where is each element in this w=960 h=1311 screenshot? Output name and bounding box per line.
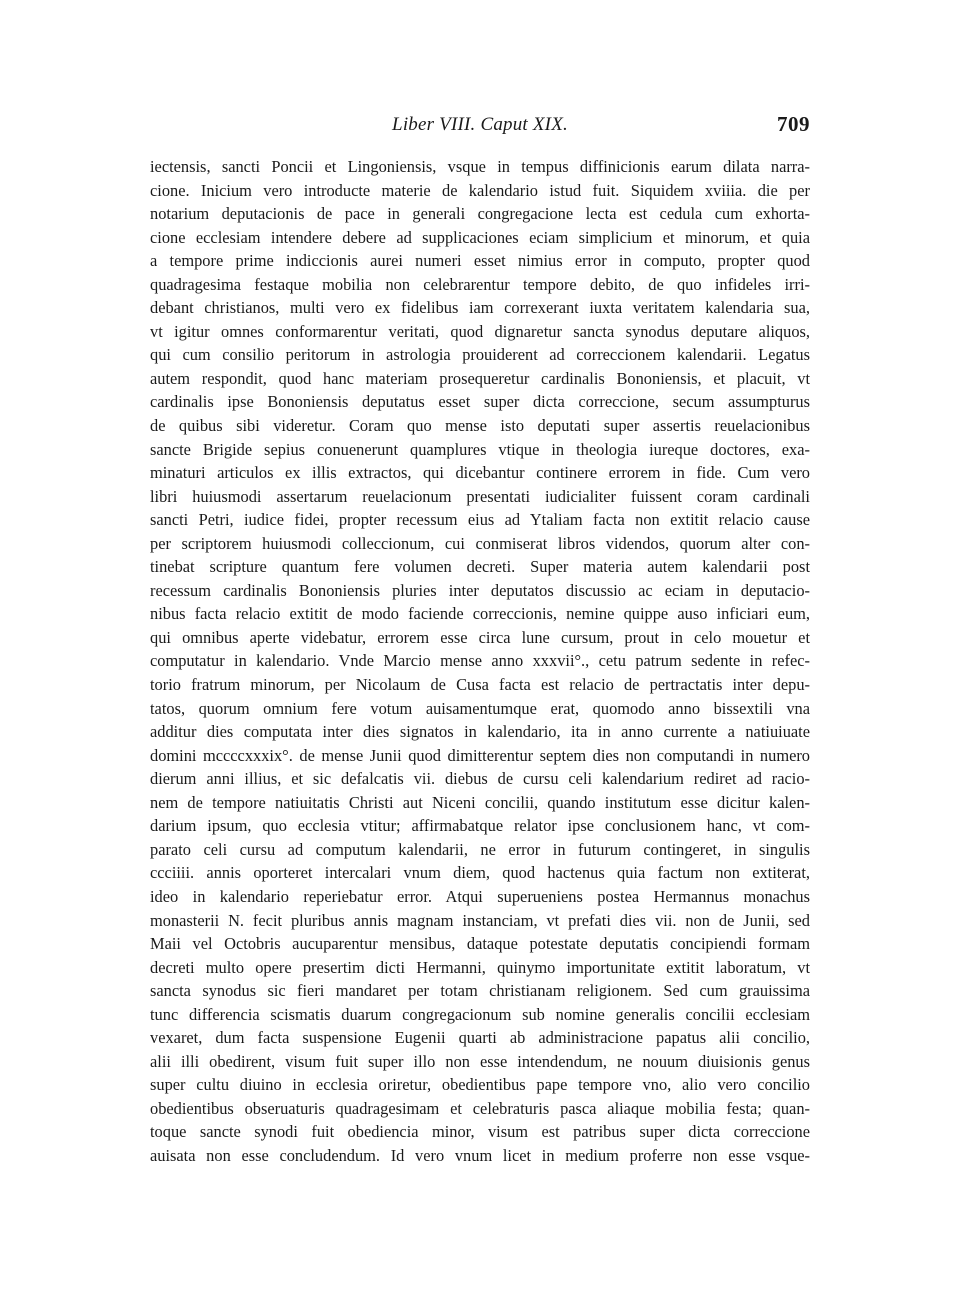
text-line: computatur in kalendario. Vnde Marcio mense anno xxxvii°., cetu patrum sedente in refec-	[150, 651, 810, 671]
text-line: obedientibus obseruaturis quadragesimam et celebraturis pasca aliaque mobilia festa; quan-	[150, 1098, 810, 1118]
body-text	[150, 155, 810, 1168]
text-line: tinebat scripture quantum fere volumen decreti. Super materia autem kalendarii post	[150, 557, 810, 577]
text-line: cione ecclesiam intendere debere ad supplicaciones eciam simplicium et minorum, et quia	[150, 227, 810, 247]
text-line: ccciiii. annis oporteret intercalari vnum diem, quod hactenus quia factum non extiterat,	[150, 863, 810, 883]
text-line: toque sancte synodi fuit obediencia minor, visum est patribus super dicta correccione	[150, 1122, 810, 1142]
text-line: monasterii N. fecit pluribus annis magnam instanciam, vt prefati dies vii. non de Junii, sed	[150, 910, 810, 930]
text-line: cione. Inicium vero introducte materie de kalendario istud fuit. Siquidem xviiia. die per	[150, 180, 810, 200]
running-head	[150, 114, 810, 144]
text-line: decreti multo opere presertim dicti Hermanni, quinymo importunitate extitit laboratum, vt	[150, 957, 810, 977]
text-line: vexaret, dum facta suspensione Eugenii quarti ab administracione papatus alii concilio,	[150, 1028, 810, 1048]
text-line: qui cum consilio peritorum in astrologia prouiderent ad correccionem kalendarii. Legatus	[150, 345, 810, 365]
text-line: autem respondit, quod hanc materiam prosequeretur cardinalis Bononiensis, et placuit, vt	[150, 368, 810, 388]
page-number: 709	[777, 112, 810, 136]
text-line: qui omnibus aperte videbatur, errorem esse circa lune cursum, prout in celo mouetur et	[150, 627, 810, 647]
running-title: Liber VIII. Caput XIX.	[392, 114, 568, 135]
text-line: sancti Petri, iudice fidei, propter recessum eius ad Ytaliam facta non extitit relacio cause	[150, 510, 810, 530]
text-line: vt igitur omnes conformarentur veritati, quod dignaretur sancta synodus deputare aliquos,	[150, 321, 810, 341]
text-line: nem de tempore natiuitatis Christi aut Niceni concilii, quando institutum esse dicitur kalen-	[150, 792, 810, 812]
text-line: Maii vel Octobris aucuparentur mensibus, dataque potestate deputatis concipiendi formam	[150, 934, 810, 954]
text-line: torio fratrum minorum, per Nicolaum de Cusa facta est relacio de pertractatis inter depu-	[150, 675, 810, 695]
text-line: minaturi articulos ex illis extractos, qui dicebantur continere errorem in fide. Cum vero	[150, 463, 810, 483]
text-line: additur dies computata inter dies signatos in kalendario, ita in anno currente a natiuiuate	[150, 722, 810, 742]
text-line: notarium deputacionis de pace in generali congregacione lecta est cedula cum exhorta-	[150, 204, 810, 224]
text-line: darium ipsum, quo ecclesia vtitur; affirmabatque relator ipse conclusionem hanc, vt com-	[150, 816, 810, 836]
text-line: parato celi cursu ad computum kalendarii, ne error in futurum contingeret, in singulis	[150, 839, 810, 859]
text-line: ideo in kalendario reperiebatur error. Atqui superueniens postea Hermannus monachus	[150, 886, 810, 906]
text-line: alii illi obedirent, visum fuit super illo non esse intendendum, ne nouum diuisionis genus	[150, 1051, 810, 1071]
text-line: per scriptorem huiusmodi colleccionum, cui conmiserat libros videndos, quorum alter con-	[150, 533, 810, 553]
text-line: tunc differencia scismatis duarum congregacionum sub nomine generalis concilii ecclesiam	[150, 1004, 810, 1024]
text-line: nibus facta relacio extitit de modo faciende correccionis, nemine quippe auso inficiari eum,	[150, 604, 810, 624]
text-line: auisata non esse concludendum. Id vero vnum licet in medium proferre non esse vsque-	[150, 1145, 810, 1165]
text-line: tatos, quorum omnium fere votum auisamentumque erat, quomodo anno bissextili vna	[150, 698, 810, 718]
text-line: sancta synodus sic fieri mandaret per totam christianam religionem. Sed cum grauissima	[150, 981, 810, 1001]
text-line: domini mccccxxxix°. de mense Junii quod dimitterentur septem dies non computandi in numero	[150, 745, 810, 765]
text-line: sancte Brigide sepius conuenerunt quamplures vtique in theologia iureque doctores, exa-	[150, 439, 810, 459]
text-line: dierum anni illius, et sic defalcatis vii. diebus de cursu celi kalendarium rediret ad racio-	[150, 769, 810, 789]
text-line: debant christianos, multi vero ex fidelibus iam correxerant iuxta veritatem kalendaria sua,	[150, 298, 810, 318]
text-line: cardinalis ipse Bononiensis deputatus esset super dicta correccione, secum assumpturus	[150, 392, 810, 412]
text-line: libri huiusmodi assertarum reuelacionum presentati iudicialiter fuissent coram cardinali	[150, 486, 810, 506]
text-line: quadragesima festaque mobilia non celebrarentur tempore debito, de quo infideles irri-	[150, 274, 810, 294]
text-line: super cultu diuino in ecclesia oriretur, obedientibus pape tempore vno, alio vero concilio	[150, 1075, 810, 1095]
text-line: a tempore prime indiccionis aurei numeri esset nimius error in computo, propter quod	[150, 251, 810, 271]
text-line: iectensis, sancti Poncii et Lingoniensis, vsque in tempus diffinicionis earum dilata narra-	[150, 157, 810, 176]
text-line: recessum cardinalis Bononiensis pluries inter deputatos discussio ac eciam in deputacio-	[150, 580, 810, 600]
text-line: de quibus sibi videretur. Coram quo mense isto deputati super assertis reuelacionibus	[150, 416, 810, 436]
